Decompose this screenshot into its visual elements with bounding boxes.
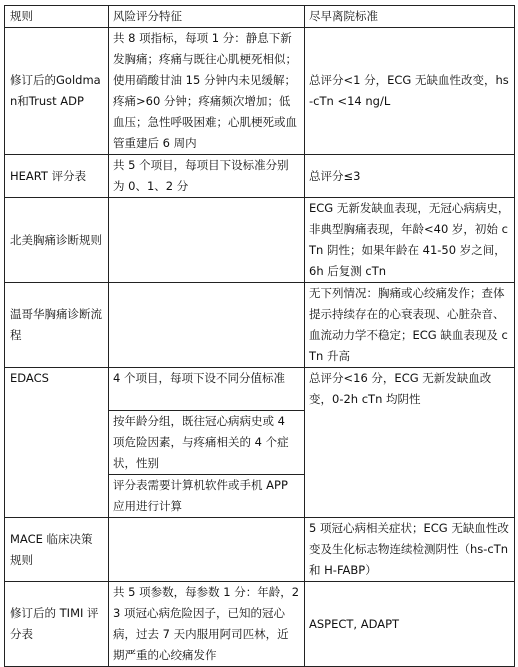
table-row xyxy=(5,368,515,411)
discharge-criteria: 总评分<16 分，ECG 无新发缺血改变，0-2h cTn 均阴性 xyxy=(305,368,515,518)
rule-name: EDACS xyxy=(5,368,109,518)
rule-name: 修订后的Goldman和Trust ADP xyxy=(5,28,109,155)
risk-features: 共 8 项指标，每项 1 分：静息下新发胸痛；疼痛与既往心肌梗死相似；使用硝酸甘油 15 分钟内未见缓解；疼痛>60 分钟；疼痛频次增加；低血压；急性呼吸困难；心肌梗死或血管重建后 6 周内 xyxy=(109,28,305,155)
discharge-criteria: ASPECT, ADAPT xyxy=(305,582,515,667)
rule-name: 修订后的 TIMI 评分表 xyxy=(5,582,109,667)
table-row xyxy=(5,582,515,667)
table-row xyxy=(5,198,515,283)
table-row xyxy=(5,518,515,582)
discharge-criteria: 5 项冠心病相关症状；ECG 无缺血性改变及生化标志物连续检测阴性（hs-cTn 和 H-FABP） xyxy=(305,518,515,582)
risk-features: 共 5 项参数，每参数 1 分：年龄，23 项冠心病危险因子，已知的冠心病，过去 7 天内服用阿司匹林，近期严重的心绞痛发作 xyxy=(109,582,305,667)
table-header-row xyxy=(5,6,515,28)
rule-name: 北美胸痛诊断规则 xyxy=(5,198,109,283)
discharge-criteria: 总评分≤3 xyxy=(305,155,515,198)
risk-features xyxy=(109,283,305,368)
rule-name: 温哥华胸痛诊断流程 xyxy=(5,283,109,368)
rule-name: MACE 临床决策规则 xyxy=(5,518,109,582)
table-row xyxy=(5,155,515,198)
discharge-criteria: ECG 无新发缺血表现，无冠心病病史，非典型胸痛表现，年龄<40 岁，初始 cTn 阴性；如果年龄在 41-50 岁之间，6h 后复测 cTn xyxy=(305,198,515,283)
header-rule: 规则 xyxy=(5,6,109,28)
table-row xyxy=(5,28,515,155)
risk-features xyxy=(109,198,305,283)
risk-features: 评分表需要计算机软件或手机 APP 应用进行计算 xyxy=(109,475,305,518)
risk-features xyxy=(109,518,305,582)
risk-features: 共 5 个项目，每项目下设标准分别为 0、1、2 分 xyxy=(109,155,305,198)
table-row xyxy=(5,283,515,368)
risk-features: 4 个项目，每项下设不同分值标准 xyxy=(109,368,305,411)
header-discharge: 尽早离院标准 xyxy=(305,6,515,28)
discharge-criteria: 总评分<1 分，ECG 无缺血性改变，hs-cTn <14 ng/L xyxy=(305,28,515,155)
risk-features: 按年龄分组，既往冠心病病史或 4 项危险因素，与疼痛相关的 4 个症状，性别 xyxy=(109,411,305,475)
discharge-criteria: 无下列情况：胸痛或心绞痛发作；查体提示持续存在的心衰表现、心脏杂音、血流动力学不稳定；ECG 缺血表现及 cTn 升高 xyxy=(305,283,515,368)
chest-pain-rules-table xyxy=(4,5,515,667)
header-features: 风险评分特征 xyxy=(109,6,305,28)
rule-name: HEART 评分表 xyxy=(5,155,109,198)
